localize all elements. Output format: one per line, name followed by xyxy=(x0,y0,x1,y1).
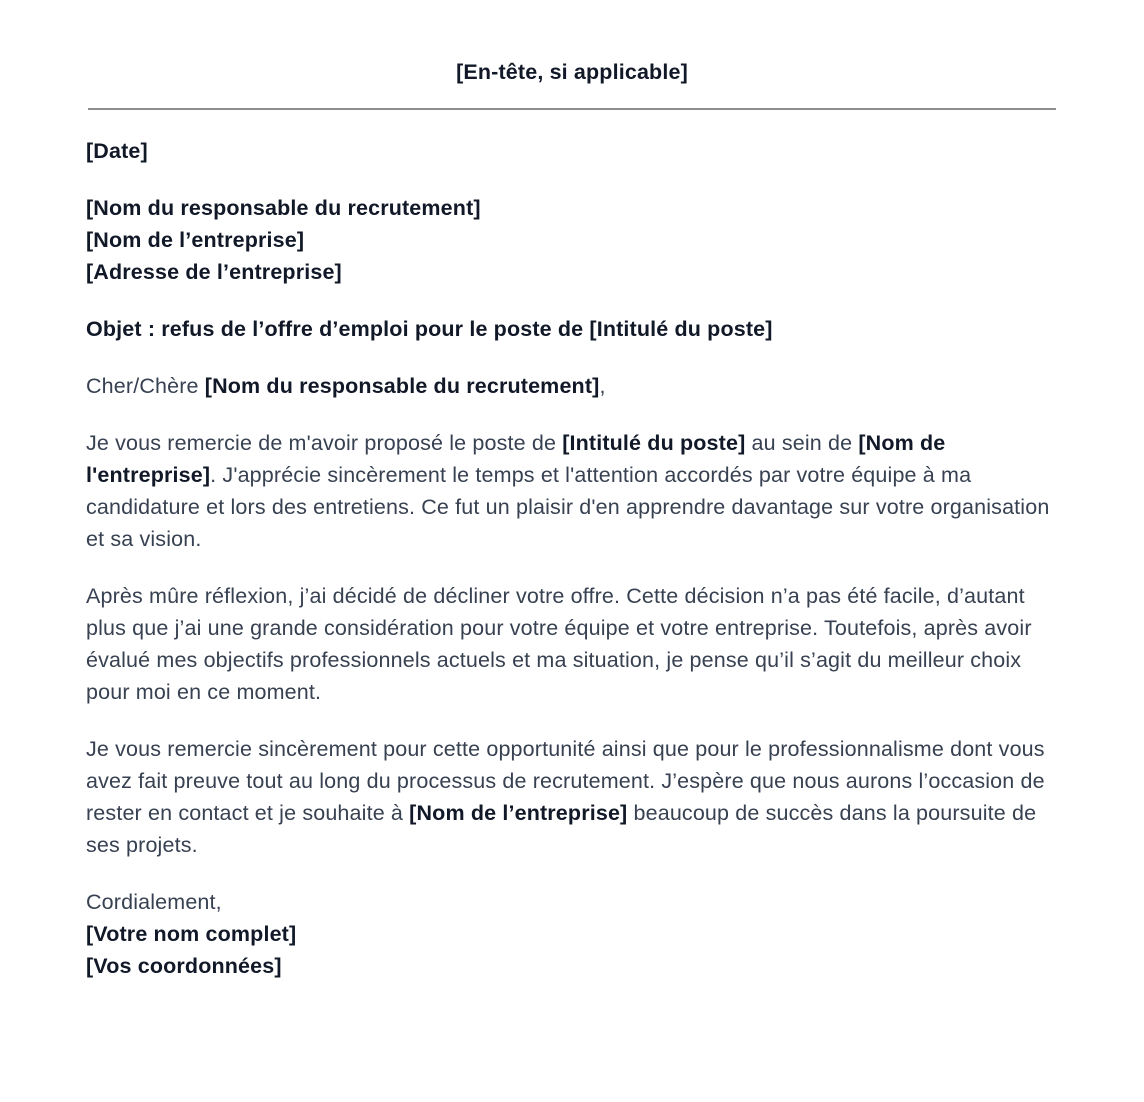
salutation-prefix: Cher/Chère xyxy=(86,374,205,398)
date-placeholder: [Date] xyxy=(86,139,148,163)
paragraph-decline xyxy=(86,580,1058,708)
salutation-suffix: , xyxy=(599,374,606,398)
text-run: Je vous remercie sincèrement pour cette opportunité ainsi que pour le professionnalisme dont vous avez fait preuve tout au long du processus de recrutement. J’espère que nous aurons l’occasion de rester en contact et je souhaite à xyxy=(86,737,1045,825)
text-run: au sein de xyxy=(745,431,859,455)
job-title-placeholder: [Intitulé du poste] xyxy=(562,431,746,455)
text-run: beaucoup de succès dans la poursuite de ses projets. xyxy=(86,801,1037,857)
company-name-placeholder: [Nom de l’entreprise] xyxy=(409,801,628,825)
paragraph-thanks xyxy=(86,427,1058,555)
letter-header: [En-tête, si applicable] xyxy=(456,60,688,84)
text-run: Je vous remercie de m'avoir proposé le poste de xyxy=(86,431,563,455)
header-divider xyxy=(88,108,1056,110)
signature-contact-placeholder: [Vos coordonnées] xyxy=(86,954,282,978)
signature-name-placeholder: [Votre nom complet] xyxy=(86,922,297,946)
closing-line: Cordialement, xyxy=(86,890,222,914)
salutation-name-placeholder: [Nom du responsable du recrutement] xyxy=(204,374,600,398)
salutation-line xyxy=(86,370,1058,402)
recipient-block xyxy=(86,192,1058,288)
company-name-placeholder: [Nom de l'entreprise] xyxy=(86,431,946,487)
recipient-name-line: [Nom du responsable du recrutement] xyxy=(86,196,481,220)
text-run: . J'apprécie sincèrement le temps et l'attention accordés par votre équipe à ma candidature et lors des entretiens. Ce fut un plaisir d'en apprendre davantage sur votre organisation et sa vision. xyxy=(86,463,1050,551)
recipient-address-line: [Adresse de l’entreprise] xyxy=(86,260,342,284)
recipient-company-line: [Nom de l’entreprise] xyxy=(86,228,305,252)
subject-line: Objet : refus de l’offre d’emploi pour le poste de [Intitulé du poste] xyxy=(86,317,773,341)
signature-block xyxy=(86,886,1058,982)
text-run: Après mûre réflexion, j’ai décidé de décliner votre offre. Cette décision n’a pas été facile, d’autant plus que j’ai une grande considération pour votre équipe et votre entreprise. Toutefois, après avoir évalué mes objectifs professionnels actuels et ma situation, je pense qu’il s’agit du meilleur choix pour moi en ce moment. xyxy=(86,584,1032,704)
paragraph-gratitude xyxy=(86,733,1058,861)
